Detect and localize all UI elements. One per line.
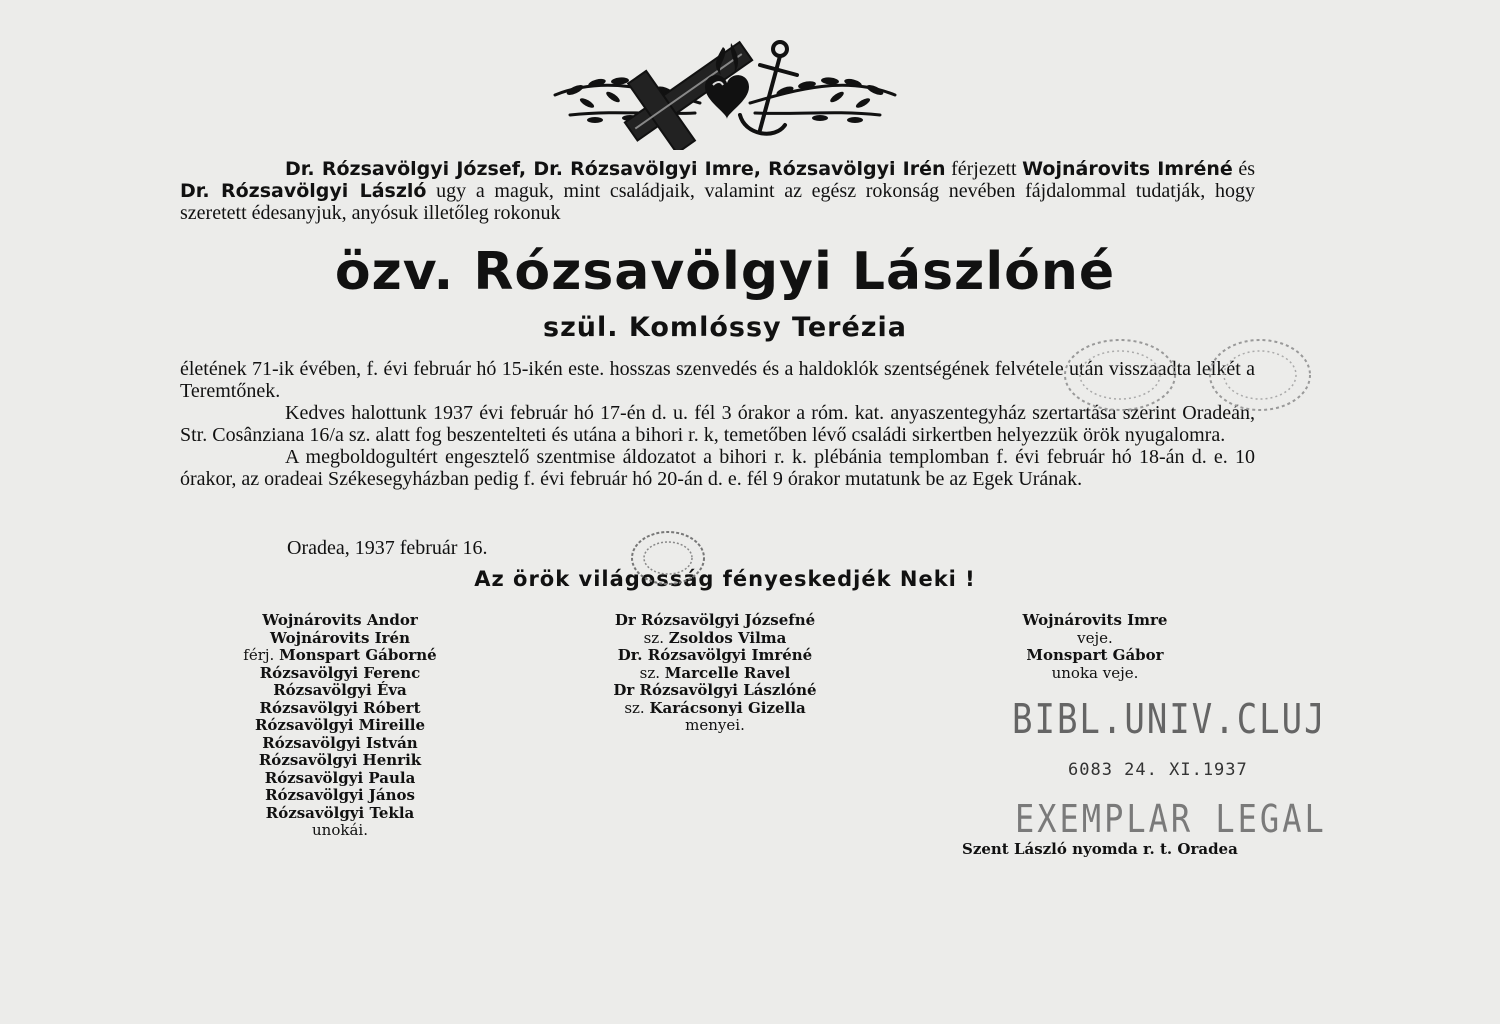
intro-text-2: és	[1232, 158, 1255, 180]
library-stamp: BIBL.UNIV.CLUJ	[1012, 696, 1327, 744]
mourner-name: Wojnárovits Andor	[262, 611, 418, 629]
mourner-name: sz. Zsoldos Vilma	[643, 628, 787, 647]
death-paragraph: életének 71-ik évében, f. évi február hó 15-ikén este. hosszas szenvedés és a haldoklók szentségének felvétele után visszaadta lelkét a Teremtőnek.	[180, 358, 1255, 402]
round-seal-stamp	[628, 528, 708, 588]
announcer-names: Dr. Rózsavölgyi József, Dr. Rózsavölgyi Imre, Rózsavölgyi Irén	[285, 158, 946, 180]
legal-copy-stamp: EXEMPLAR LEGAL	[1015, 796, 1327, 842]
mourner-name: sz. Marcelle Ravel	[639, 663, 791, 682]
mourner-name: férj. Monspart Gáborné	[243, 646, 437, 664]
round-seal-stamp	[1205, 335, 1315, 415]
mourner-name: Rózsavölgyi Tekla	[265, 803, 415, 822]
printer-imprint: Szent László nyomda r. t. Oradea	[962, 840, 1238, 858]
intro-text-1: férjezett	[945, 158, 1023, 180]
mourner-name: Dr Rózsavölgyi Lászlóné	[613, 681, 817, 699]
relation-label: veje.	[1077, 628, 1113, 647]
mass-paragraph: A megboldogultért engesztelő szentmise áldozatot a bihori r. k. plébánia templomban f. évi február hó 18-án d. e. 10 órakor, az oradeai Székesegyházban pedig f. évi február hó 20-án d. e. fél 9 órakor mutatunk be az Egek Urának.	[180, 446, 1255, 490]
mourner-name: Monspart Gábor	[1026, 646, 1164, 664]
place-date: Oradea, 1937 február 16.	[287, 537, 488, 559]
mourner-name: Wojnárovits Irén	[270, 628, 410, 647]
announcer-name-laszlo: Dr. Rózsavölgyi László	[180, 180, 427, 202]
maiden-name: szül. Komlóssy Terézia	[543, 312, 907, 343]
mourners-sons-in-law	[985, 612, 1205, 682]
deceased-name: özv. Rózsavölgyi Lászlóné	[334, 242, 1116, 302]
cross-anchor-heart-ornament	[535, 35, 915, 150]
round-seal-stamp	[1060, 335, 1180, 415]
mourner-name: Dr Rózsavölgyi Józsefné	[614, 611, 816, 629]
mourner-name: sz. Karácsonyi Gizella	[624, 698, 806, 717]
relation-label: menyei.	[685, 716, 745, 734]
relation-label: unoka veje.	[1051, 663, 1139, 682]
relation-label: unokái.	[312, 821, 368, 839]
intro-text-3: ugy a maguk, mint családjaik, valamint az egész rokonság nevében fájdalommal tudatják, hogy szeretett édesanyjuk, anyósuk illetőleg rokonuk	[180, 180, 1255, 224]
mourner-name: Rózsavölgyi Róbert	[259, 698, 421, 717]
mourner-name: Rózsavölgyi Mireille	[254, 716, 426, 734]
announcer-name-wojnarovits: Wojnárovits Imréné	[1022, 158, 1233, 180]
motto: Az örök világosság fényeskedjék Neki !	[474, 567, 976, 591]
mourners-grandchildren	[210, 612, 470, 840]
intro-paragraph	[180, 158, 1255, 224]
mourner-name: Rózsavölgyi Paula	[264, 768, 416, 787]
funeral-paragraph: Kedves halottunk 1937 évi február hó 17-én d. u. fél 3 órakor a róm. kat. anyaszentegyház szertartása szerint Oradeán, Str. Cosânziana 16/a sz. alatt fog beszentelteti és utána a bihori r. k, temetőben lévő családi sirkertben helyezzük örök nyugalomra.	[180, 402, 1255, 446]
mourner-name: Rózsavölgyi Ferenc	[259, 663, 421, 682]
registry-number-stamp: 6083 24. XI.1937	[1068, 760, 1248, 780]
mourner-name: Dr. Rózsavölgyi Imréné	[617, 646, 813, 664]
mourner-name: Rózsavölgyi Henrik	[258, 751, 422, 769]
mourner-name: Wojnárovits Imre	[1022, 611, 1168, 629]
mourners-daughters-in-law	[585, 612, 845, 735]
mourner-name: Rózsavölgyi Éva	[273, 681, 407, 699]
mourner-name: Rózsavölgyi István	[262, 733, 418, 752]
mourner-name: Rózsavölgyi János	[265, 786, 415, 804]
